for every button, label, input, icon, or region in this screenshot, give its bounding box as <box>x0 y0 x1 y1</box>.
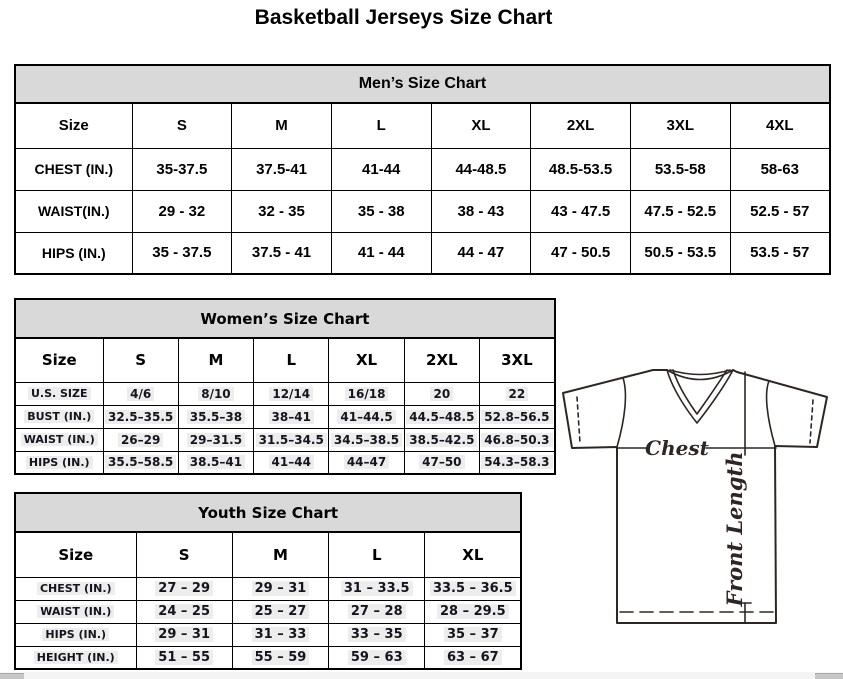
cell-value: 41–44 <box>269 455 314 469</box>
value-cell <box>329 646 425 669</box>
cell-value: 35.5–38 <box>187 410 245 424</box>
right-cuff-stitch <box>810 400 813 443</box>
cell-value: 63 – 67 <box>444 650 502 665</box>
women-table-row <box>15 451 555 474</box>
row-label-text: WAIST(IN.) <box>37 203 110 219</box>
cell-value: 47.5 - 52.5 <box>644 202 717 220</box>
row-label-text: U.S. SIZE <box>28 387 91 400</box>
cell-value: 41 - 44 <box>357 244 405 262</box>
value-cell <box>254 405 329 428</box>
men-column-header-3xl: 3XL <box>630 103 730 148</box>
value-cell <box>479 451 554 474</box>
value-cell <box>531 190 631 232</box>
value-cell <box>232 600 328 623</box>
value-cell <box>254 382 329 405</box>
value-cell <box>232 148 332 190</box>
cell-value: 41–44.5 <box>337 410 395 424</box>
value-cell <box>178 428 253 451</box>
women-column-header-3xl: 3XL <box>479 338 554 382</box>
row-label-text: HEIGHT (IN.) <box>34 651 118 664</box>
collar-outer-v <box>667 370 733 423</box>
value-cell <box>136 646 232 669</box>
value-cell <box>730 148 830 190</box>
women-table-row <box>15 405 555 428</box>
value-cell <box>254 451 329 474</box>
jersey-measurement-diagram <box>556 363 842 633</box>
left-armhole-seam <box>617 378 625 447</box>
cell-value: 16/18 <box>345 387 389 401</box>
cell-value: 32.5–35.5 <box>105 410 176 424</box>
front-length-label: Front Length <box>722 451 747 607</box>
value-cell <box>232 577 328 600</box>
row-label <box>15 646 136 669</box>
value-cell <box>404 405 479 428</box>
row-label <box>15 623 136 646</box>
cell-value: 12/14 <box>269 387 313 401</box>
cell-value: 52.5 - 57 <box>750 202 810 220</box>
youth-chart-title: Youth Size Chart <box>15 493 521 532</box>
value-cell <box>630 148 730 190</box>
row-label-text: BUST (IN.) <box>24 410 94 423</box>
women-chart-title: Women’s Size Chart <box>15 299 555 338</box>
row-label <box>15 577 136 600</box>
youth-column-header-l: L <box>329 532 425 577</box>
cell-value: 47–50 <box>419 455 464 469</box>
value-cell <box>531 232 631 274</box>
cell-value: 50.5 - 53.5 <box>644 244 717 262</box>
women-column-header-xl: XL <box>329 338 404 382</box>
men-column-header-m: M <box>232 103 332 148</box>
row-label <box>15 190 132 232</box>
cell-value: 29 - 32 <box>158 202 206 220</box>
women-column-header-2xl: 2XL <box>404 338 479 382</box>
men-table-row <box>15 232 830 274</box>
value-cell <box>136 600 232 623</box>
women-column-header-l: L <box>254 338 329 382</box>
row-label <box>15 382 103 405</box>
cell-value: 44 - 47 <box>457 244 505 262</box>
cell-value: 46.8–50.3 <box>481 433 552 447</box>
men-column-header-xl: XL <box>431 103 531 148</box>
cell-value: 33 – 35 <box>348 627 406 642</box>
value-cell <box>329 451 404 474</box>
value-cell <box>431 232 531 274</box>
row-label-text: HIPS (IN.) <box>42 628 109 641</box>
women-column-header-size: Size <box>15 338 103 382</box>
value-cell <box>329 428 404 451</box>
value-cell <box>232 232 332 274</box>
cell-value: 35 - 37.5 <box>152 244 212 262</box>
cell-value: 8/10 <box>198 387 233 401</box>
row-label-text: CHEST (IN.) <box>34 161 114 177</box>
men-table-row <box>15 190 830 232</box>
row-label-text: WAIST (IN.) <box>37 605 114 618</box>
cell-value: 35 – 37 <box>444 627 502 642</box>
value-cell <box>425 646 521 669</box>
size-table-men <box>14 64 831 275</box>
men-column-header-l: L <box>331 103 431 148</box>
cell-value: 47 - 50.5 <box>550 244 611 262</box>
value-cell <box>431 190 531 232</box>
youth-column-header-size: Size <box>15 532 136 577</box>
cell-value: 25 – 27 <box>252 604 310 619</box>
cell-value: 29–31.5 <box>187 433 245 447</box>
chest-label: Chest <box>645 436 709 460</box>
value-cell <box>178 382 253 405</box>
value-cell <box>479 382 554 405</box>
cell-value: 53.5 - 57 <box>750 244 810 262</box>
cell-value: 31 – 33.5 <box>341 581 413 596</box>
cell-value: 29 – 31 <box>252 581 310 596</box>
cell-value: 35.5–58.5 <box>105 455 176 469</box>
cell-value: 27 – 29 <box>155 581 213 596</box>
value-cell <box>136 623 232 646</box>
row-label-text: WAIST (IN.) <box>21 433 98 446</box>
women-table-row <box>15 428 555 451</box>
youth-column-header-xl: XL <box>425 532 521 577</box>
cell-value: 31.5–34.5 <box>256 433 327 447</box>
cell-value: 38.5–42.5 <box>406 433 477 447</box>
row-label-text: CHEST (IN.) <box>37 582 115 595</box>
cell-value: 20 <box>430 387 453 401</box>
cell-value: 35 - 38 <box>357 202 405 220</box>
cell-value: 59 – 63 <box>348 650 406 665</box>
row-label <box>15 428 103 451</box>
cell-value: 22 <box>506 387 529 401</box>
women-table-row <box>15 382 555 405</box>
value-cell <box>103 428 178 451</box>
value-cell <box>329 577 425 600</box>
cell-value: 34.5–38.5 <box>331 433 402 447</box>
youth-table-row <box>15 623 521 646</box>
cell-value: 33.5 – 36.5 <box>430 581 516 596</box>
men-column-header-4xl: 4XL <box>730 103 830 148</box>
row-label-text: HIPS (IN.) <box>26 456 93 469</box>
row-label <box>15 405 103 428</box>
value-cell <box>103 405 178 428</box>
youth-column-header-s: S <box>136 532 232 577</box>
cell-value: 51 – 55 <box>155 650 213 665</box>
value-cell <box>531 148 631 190</box>
cell-value: 43 - 47.5 <box>550 202 611 220</box>
cell-value: 37.5-41 <box>256 160 307 178</box>
row-label <box>15 232 132 274</box>
cell-value: 38–41 <box>269 410 314 424</box>
value-cell <box>329 382 404 405</box>
cell-value: 35-37.5 <box>156 160 208 178</box>
row-label-text: HIPS (IN.) <box>41 244 106 261</box>
women-column-header-s: S <box>103 338 178 382</box>
left-cuff-stitch <box>577 397 580 443</box>
scrollbar-thumb-left[interactable] <box>0 673 24 679</box>
row-label <box>15 600 136 623</box>
value-cell <box>730 190 830 232</box>
cell-value: 54.3–58.3 <box>481 455 552 469</box>
value-cell <box>425 577 521 600</box>
men-chart-title: Men’s Size Chart <box>15 65 830 103</box>
value-cell <box>404 428 479 451</box>
value-cell <box>331 190 431 232</box>
horizontal-scrollbar[interactable] <box>0 672 843 679</box>
cell-value: 26–29 <box>118 433 163 447</box>
cell-value: 28 – 29.5 <box>437 604 509 619</box>
row-label <box>15 451 103 474</box>
cell-value: 53.5-58 <box>654 160 706 178</box>
cell-value: 37.5 - 41 <box>251 244 312 262</box>
value-cell <box>331 148 431 190</box>
value-cell <box>730 232 830 274</box>
youth-table-row <box>15 577 521 600</box>
cell-value: 4/6 <box>127 387 154 401</box>
value-cell <box>425 600 521 623</box>
cell-value: 38.5–41 <box>187 455 245 469</box>
value-cell <box>404 382 479 405</box>
value-cell <box>103 451 178 474</box>
scrollbar-thumb-right[interactable] <box>815 673 843 679</box>
value-cell <box>136 577 232 600</box>
youth-table-row <box>15 600 521 623</box>
cell-value: 32 - 35 <box>258 202 305 220</box>
value-cell <box>329 405 404 428</box>
value-cell <box>630 232 730 274</box>
page-title: Basketball Jerseys Size Chart <box>254 6 553 29</box>
cell-value: 29 – 31 <box>155 627 213 642</box>
women-column-header-m: M <box>178 338 253 382</box>
size-table-youth <box>14 492 522 670</box>
value-cell <box>232 646 328 669</box>
right-armhole-seam <box>767 381 775 446</box>
men-column-header-size: Size <box>15 103 132 148</box>
value-cell <box>479 405 554 428</box>
cell-value: 44–47 <box>344 455 389 469</box>
value-cell <box>331 232 431 274</box>
youth-table-row <box>15 646 521 669</box>
value-cell <box>132 232 232 274</box>
value-cell <box>479 428 554 451</box>
value-cell <box>254 428 329 451</box>
cell-value: 44-48.5 <box>455 160 507 178</box>
value-cell <box>103 382 178 405</box>
value-cell <box>178 451 253 474</box>
value-cell <box>431 148 531 190</box>
size-table-women <box>14 298 556 475</box>
cell-value: 52.8–56.5 <box>481 410 552 424</box>
value-cell <box>329 600 425 623</box>
value-cell <box>329 623 425 646</box>
value-cell <box>425 623 521 646</box>
cell-value: 38 - 43 <box>457 202 505 220</box>
cell-value: 31 – 33 <box>252 627 310 642</box>
value-cell <box>132 148 232 190</box>
row-label <box>15 148 132 190</box>
cell-value: 24 – 25 <box>155 604 213 619</box>
value-cell <box>630 190 730 232</box>
value-cell <box>132 190 232 232</box>
value-cell <box>232 190 332 232</box>
cell-value: 48.5-53.5 <box>548 160 613 178</box>
value-cell <box>232 623 328 646</box>
collar-band-arc-inner <box>670 370 730 375</box>
youth-column-header-m: M <box>232 532 328 577</box>
cell-value: 58-63 <box>760 160 799 178</box>
cell-value: 44.5–48.5 <box>406 410 477 424</box>
cell-value: 55 – 59 <box>252 650 310 665</box>
cell-value: 41-44 <box>362 160 401 178</box>
cell-value: 27 – 28 <box>348 604 406 619</box>
value-cell <box>404 451 479 474</box>
jersey-outline <box>563 370 827 623</box>
men-column-header-2xl: 2XL <box>531 103 631 148</box>
men-table-row <box>15 148 830 190</box>
men-column-header-s: S <box>132 103 232 148</box>
value-cell <box>178 405 253 428</box>
